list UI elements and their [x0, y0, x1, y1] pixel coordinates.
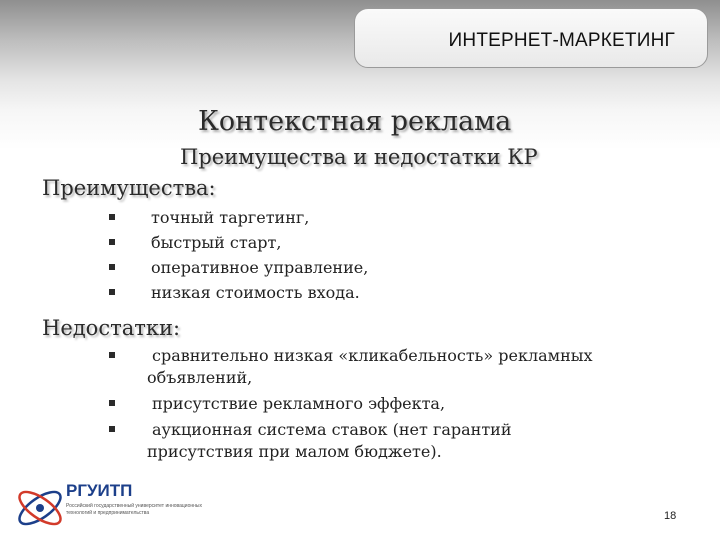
bullet-icon: [109, 426, 115, 432]
bullet-icon: [109, 264, 115, 270]
advantages-heading: Преимущества:: [42, 176, 216, 200]
bullet-icon: [109, 239, 115, 245]
header-box: [354, 8, 708, 68]
header-label: ИНТЕРНЕТ-МАРКЕТИНГ: [448, 30, 675, 51]
university-logo-icon: [10, 480, 70, 536]
bullet-icon: [109, 289, 115, 295]
disadvantages-heading: Недостатки:: [42, 316, 181, 340]
logo-subtitle: Российский государственный университет инновационных технологий и предпринимательства: [66, 503, 202, 516]
list-item: присутствие рекламного эффекта,: [0, 393, 607, 415]
page-number: 18: [664, 510, 677, 522]
list-item: сравнительно низкая «кликабельность» рекламных объявлений,: [0, 345, 607, 389]
bullet-icon: [109, 400, 115, 406]
list-item: аукционная система ставок (нет гарантий присутствия при малом бюджете).: [0, 419, 607, 463]
bullet-icon: [109, 352, 115, 358]
bullet-icon: [109, 214, 115, 220]
slide-subtitle: Преимущества и недостатки КР: [180, 145, 538, 169]
logo-name: РГУИТП: [66, 481, 133, 500]
disadvantages-list: [0, 345, 607, 463]
slide-title: Контекстная реклама: [198, 106, 512, 137]
